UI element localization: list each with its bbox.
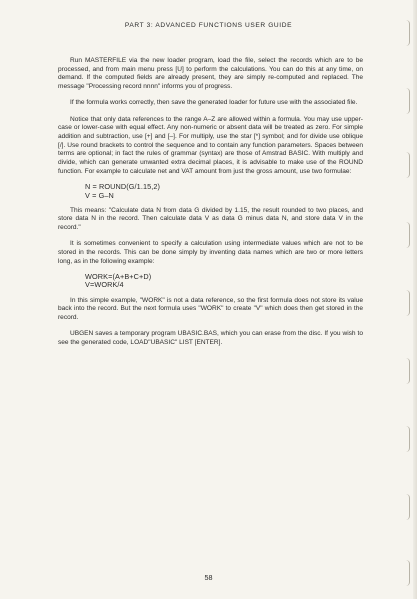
- page-number: 58: [204, 573, 213, 582]
- binding-ring: [404, 358, 410, 384]
- formula-line: V = G–N: [85, 190, 114, 200]
- binding-ring: [404, 494, 410, 520]
- binding-ring: [404, 426, 410, 452]
- formula-line: N = ROUND(G/1.15,2): [85, 181, 161, 191]
- body-text: [58, 57, 363, 355]
- paragraph: Notice that only data references to the range A–Z are allowed within a formula. You may use upper-case or lower-case with equal effect. Any non-numeric or absent data will be treated as zero. For simple addition and subtraction, use [+] and [–]. For multiply, use the star [*] symbol; and for divide use oblique [/]. Use round brackets to control the sequence and to contain any function parameters. Spaces between terms are optional; in fact the rules of grammar (syntax) are those of Amstrad BASIC. With multiply and divide, which can generate unwanted extra decimal places, it is advisable to make use of the ROUND function. For example to calculate net and VAT amount from just the gross amount, use two formulae:: [58, 115, 363, 175]
- running-header: PART 3: ADVANCED FUNCTIONS USER GUIDE: [124, 22, 293, 29]
- paragraph: UBGEN saves a temporary program UBASIC.BAS, which you can erase from the disc. If you wish to see the generated code, LOAD"UBASIC" LIST [ENTER].: [58, 330, 363, 346]
- binding-ring: [404, 560, 410, 586]
- binding-ring: [404, 88, 410, 114]
- paragraph: If the formula works correctly, then save the generated loader for future use with the associated file.: [70, 99, 358, 107]
- binding-ring: [404, 222, 410, 248]
- paragraph: Run MASTERFILE via the new loader program, load the file, select the records which are to be processed, and from main menu press [U] to perform the calculations. You can do this at any time, on demand. If the computed fields are already present, they are simply re-computed and replaced. The message "Processing record nnnn" informs you of progress.: [58, 57, 363, 91]
- binding-ring: [404, 20, 410, 46]
- formula-block-vat: [85, 183, 363, 200]
- binding-ring: [404, 152, 410, 178]
- formula-block-work: [85, 273, 363, 290]
- formula-line: WORK=(A+B+C+D): [85, 271, 152, 281]
- paragraph: It is sometimes convenient to specify a calculation using intermediate values which are not to be stored in the records. This can be done simply by inventing data names which are two or more letters long, as in the following example:: [58, 240, 363, 265]
- paragraph: This means: "Calculate data N from data G divided by 1.15, the result rounded to two places, and store data N in the record. Then calculate data V as data G minus data N, and store data V in the record.": [58, 206, 363, 232]
- formula-line: V=WORK/4: [85, 280, 124, 290]
- binding-ring: [404, 290, 410, 316]
- binding-edge: [413, 0, 417, 599]
- paragraph: In this simple example, "WORK" is not a data reference, so the first formula does not store its value back into the record. But the next formula uses "WORK" to create "V" which does then get stored in the record.: [58, 296, 363, 321]
